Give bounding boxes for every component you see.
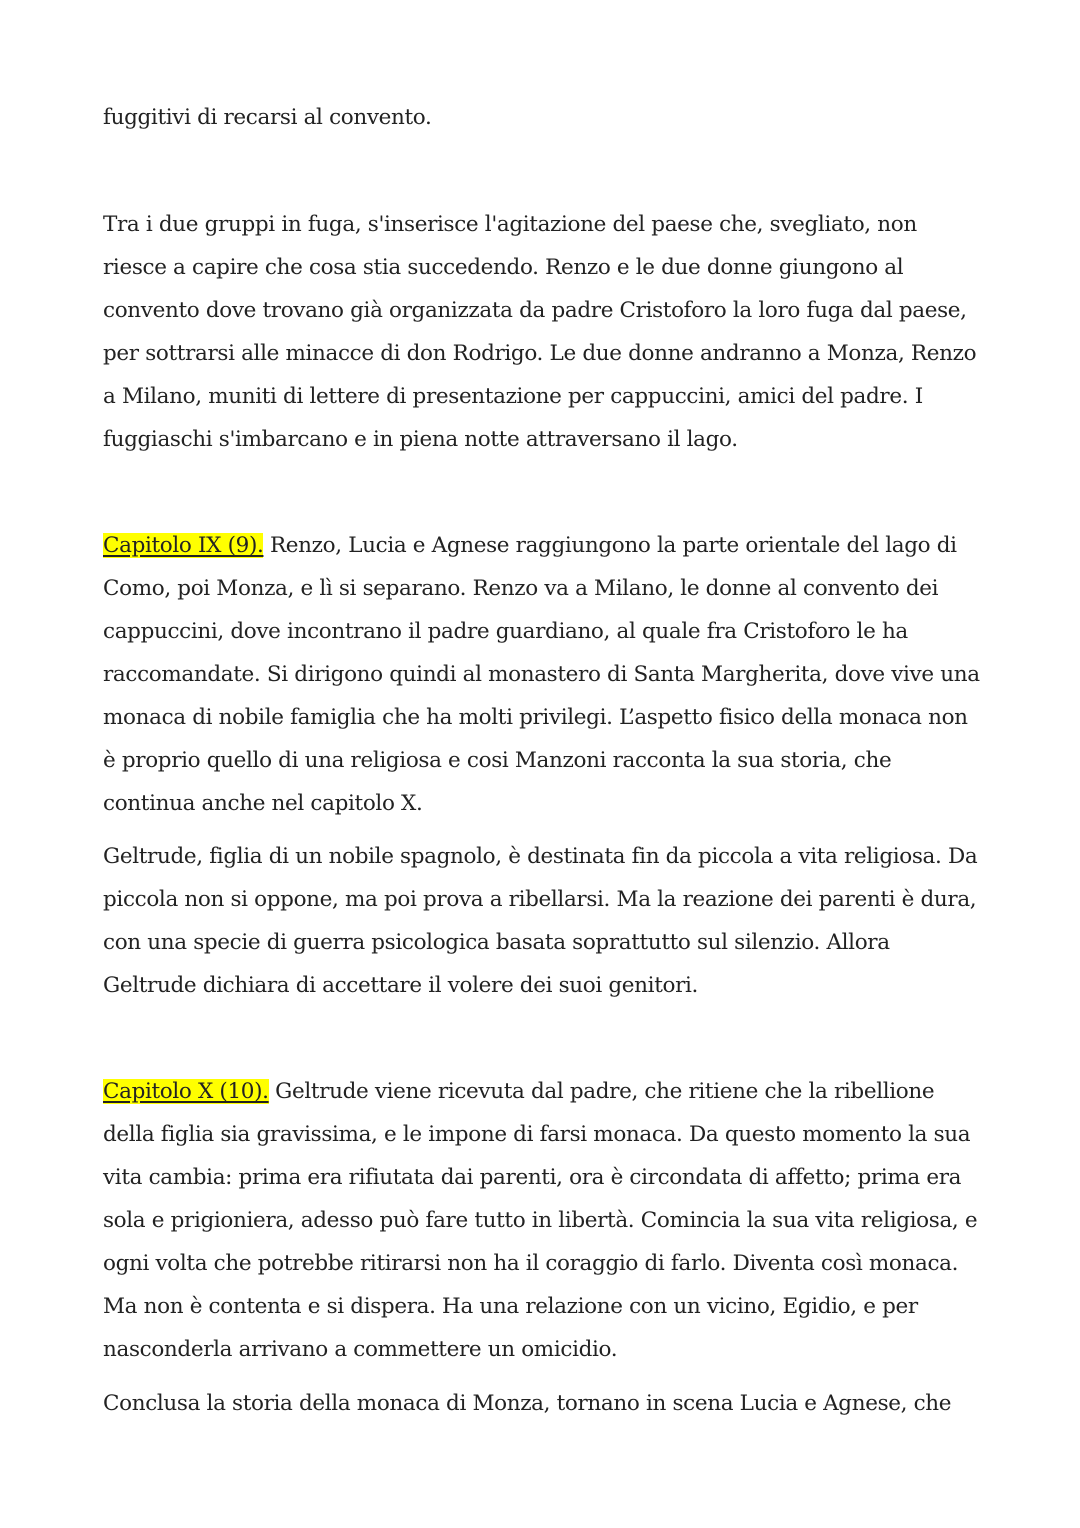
paragraph-capitolo-10	[103, 1070, 983, 1371]
paragraph-geltrude: Geltrude, figlia di un nobile spagnolo, è destinata fin da piccola a vita religiosa. Da piccola non si oppone, ma poi prova a ribellarsi. Ma la reazione dei parenti è dura, con una specie di guerra psicologica basata soprattutto sul silenzio. Allora Geltrude dichiara di accettare il volere dei suoi genitori.	[103, 844, 978, 998]
paragraph-intro: fuggitivi di recarsi al convento.	[103, 105, 432, 130]
chapter-text-10: Geltrude viene ricevuta dal padre, che ritiene che la ribellione della figlia sia gravissima, e le impone di farsi monaca. Da questo momento la sua vita cambia: prima era rifiutata dai parenti, ora è circondata di affetto; prima era sola e prigioniera, adesso può fare tutto in libertà. Comincia la sua vita religiosa, e ogni volta che potrebbe ritirarsi non ha il coraggio di farlo. Diventa così monaca. Ma non è contenta e si dispera. Ha una relazione con un vicino, Egidio, e per nasconderla arrivano a commettere un omicidio.	[103, 1079, 978, 1362]
chapter-heading-9: Capitolo IX (9).	[103, 533, 264, 558]
chapter-text-9: Renzo, Lucia e Agnese raggiungono la parte orientale del lago di Como, poi Monza, e lì si separano. Renzo va a Milano, le donne al convento dei cappuccini, dove incontrano il padre guardiano, al quale fra Cristoforo le ha raccomandate. Si dirigono quindi al monastero di Santa Margherita, dove vive una monaca di nobile famiglia che ha molti privilegi. L’aspetto fisico della monaca non è proprio quello di una religiosa e cosi Manzoni racconta la sua storia, che continua anche nel capitolo X.	[103, 533, 980, 816]
paragraph-capitolo-9	[103, 524, 983, 825]
paragraph-fuga: Tra i due gruppi in fuga, s'inserisce l'agitazione del paese che, svegliato, non riesce a capire che cosa stia succedendo. Renzo e le due donne giungono al convento dove trovano già organizzata da padre Cristoforo la loro fuga dal paese, per sottrarsi alle minacce di don Rodrigo. Le due donne andranno a Monza, Renzo a Milano, muniti di lettere di presentazione per cappuccini, amici del padre. I fuggiaschi s'imbarcano e in piena notte attraversano il lago.	[103, 212, 977, 452]
paragraph-conclusa: Conclusa la storia della monaca di Monza, tornano in scena Lucia e Agnese, che	[103, 1391, 952, 1416]
chapter-heading-10: Capitolo X (10).	[103, 1079, 269, 1104]
